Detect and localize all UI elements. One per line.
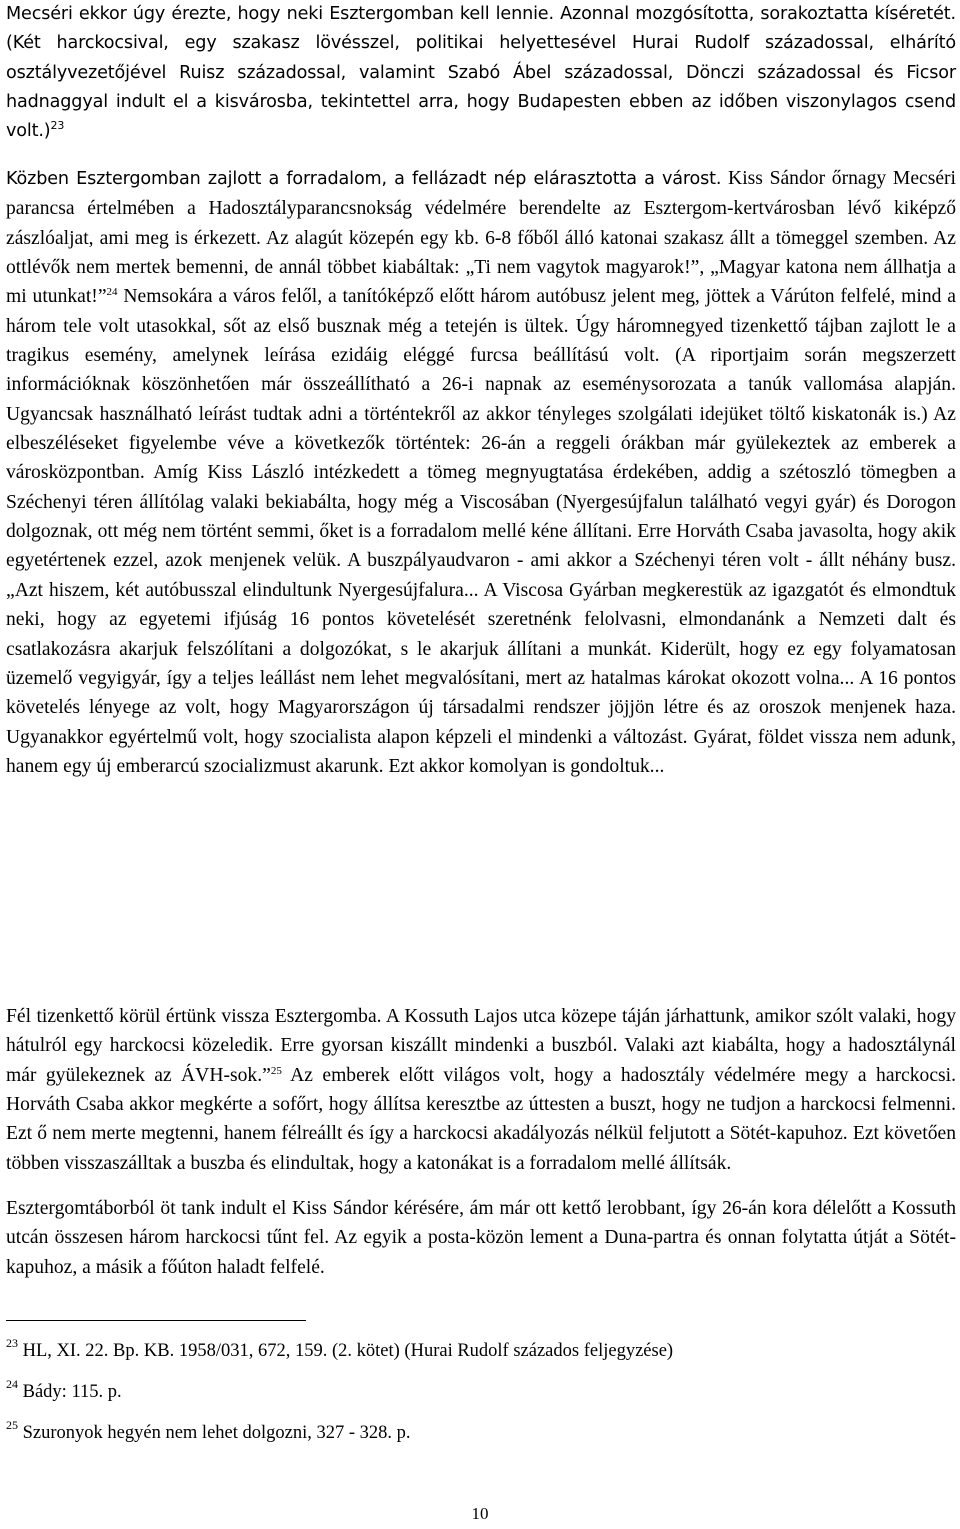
paragraph-text: Mecséri ekkor úgy érezte, hogy neki Esztergomban kell lennie. Azonnal mozgósította, sorakoztatta kíséretét. (Két harckocsival, egy szakasz lövésszel, politikai helyettesével Hurai Rudolf századossal, elhárító osztályvezetőjével Ruisz századossal, valamint Szabó Ábel századossal, Dönczi századossal és Ficsor hadnaggyal indult el a kisvárosba, tekintettel arra, hogy Budapesten ebben az időben viszonylagos csend volt.) [6, 4, 956, 142]
footnote-ref-25[interactable]: 25 [270, 1064, 282, 1077]
paragraph-tanks [6, 1194, 956, 1282]
page-number: 10 [471, 1504, 489, 1523]
footnote-text: HL, XI. 22. Bp. KB. 1958/031, 672, 159. (2. kötet) (Hurai Rudolf százados feljegyzése) [22, 1341, 674, 1361]
footnote-number: 25 [6, 1418, 18, 1432]
paragraph-revolution-esztergom [6, 164, 956, 781]
footnote-ref-23[interactable]: 23 [50, 119, 65, 133]
footnote-item [6, 1338, 956, 1364]
footnote-number: 23 [6, 1336, 18, 1350]
footnote-text: Bády: 115. p. [22, 1382, 122, 1402]
paragraph-text-continued: Nemsokára a város felől, a tanítóképző előtt három autóbusz jelent meg, jöttek a Várúton felfelé, mind a három tele volt utasokkal, sőt az első busznak még a tetején is ültek. Úgy háromnegyed tizenkettő tájban zajlott le a tragikus esemény, amelynek leírása ezidáig eléggé furcsa beállítású volt. (A riportjaim során megszerzett információknak köszönhetően már összeállítható a 26-i napnak az eseménysorozata a tanúk vallomása alapján. Ugyancsak használható leírást tudtak adni a történtekről az akkor tényleges szolgálati idejüket töltő kiskatonák is.) Az elbeszéléseket figyelembe véve a következők történtek: 26-án a reggeli órákban már gyülekeztek az emberek a városközpontban. Amíg Kiss László intézkedett a tömeg megnyugtatása érdekében, addig a szétoszló tömegben a Széchenyi téren állítólag valaki bekiabálta, hogy még a Viscosában (Nyergesújfalun található vegyi gyár) és Dorogon dolgoznak, ott még nem történt semmi, őket is a forradalom mellé kéne állítani. Erre Horváth Csaba javasolta, hogy akik egyetértenek ezzel, azok menjenek velük. A buszpályaudvaron - ami akkor a Széchenyi téren volt - állt néhány busz. „Azt hiszem, két autóbusszal elindultunk Nyergesújfalura... A Viscosa Gyárban megkerestük az igazgatót és elmondtuk neki, hogy az egyetemi ifjúság 16 pontos követelését szeretnénk felolvasni, elmondanánk a Nemzeti dalt és csatlakozásra akarjuk felszólítani a dolgozókat, s le akarjuk állítani a munkát. Kiderült, hogy ez egy folyamatosan üzemelő vegyigyár, így a teljes leállást nem lehet megvalósítani, mert az hatalmas károkat okozott volna... A 16 pontos követelés lényege az volt, hogy Magyarországon új társadalmi rendszer jöjjön létre és az oroszok menjenek haza. Ugyanakkor egyértelmű volt, hogy szocialista alapon képzeli el mindenki a változást. Gyárat, földet vissza nem adunk, hanem egy új emberarcú szocializmust akarunk. Ezt akkor komolyan is gondoltuk... [6, 286, 957, 777]
footnote-divider [6, 1320, 306, 1321]
paragraph-mecseri-arrival [6, 0, 956, 147]
footnote-ref-24[interactable]: 24 [106, 286, 118, 299]
paragraph-lead-sentence: Közben Esztergomban zajlott a forradalom, a fellázadt nép elárasztotta a várost. [6, 169, 722, 189]
paragraph-text-continued: Az emberek előtt világos volt, hogy a hadosztály védelmére megy a harckocsi. Horváth Csaba akkor megkérte a sofőrt, hogy állítsa keresztbe az úttesten a buszt, hogy ne tudjon a harckocsi felmenni. Ezt ő nem merte megtenni, hanem félreállt és így a harckocsi akadályozás nélkül feljutott a Sötét-kapuhoz. Ezt követően többen visszaszálltak a buszba és elindultak, hogy a katonákat is a forradalom mellé állítsák. [6, 1064, 956, 1174]
footnote-item [6, 1379, 956, 1405]
paragraph-text: Esztergomtáborból öt tank indult el Kiss Sándor kérésére, ám már ott kettő lerobbant, így 26-án kora délelőtt a Kossuth utcán összesen három harckocsi tűnt fel. Az egyik a posta-közön lement a Duna-partra és onnan folytatta útját a Sötét-kapuhoz, a másik a főúton haladt felfelé. [6, 1198, 956, 1278]
paragraph-text: Fél tizenkettő körül értünk vissza Esztergomba. A Kossuth Lajos utca közepe táján járhattunk, amikor szólt valaki, hogy hátulról egy harckocsi közeledik. Erre gyorsan kiszállt mindenki a buszból. Valaki azt kiabálta, hogy a hadosztálynál már gyülekeznek az ÁVH-sok.” [6, 1006, 956, 1086]
footnote-text: Szuronyok hegyén nem lehet dolgozni, 327 - 328. p. [22, 1423, 411, 1443]
footnote-number: 24 [6, 1377, 18, 1391]
paragraph-return-esztergom [6, 1002, 956, 1178]
paragraph-text: Kiss Sándor őrnagy Mecséri parancsa értelmében a Hadosztályparancsnokság védelmére berendelte az Esztergom-kertvárosban lévő kiképző zászlóaljat, ami meg is érkezett. Az alagút közepén egy kb. 6-8 főből álló katonai szakasz állt a tömeggel szemben. Az ottlévők nem mertek bemenni, de annál többet kiabáltak: „Ti nem vagytok magyarok!”, „Magyar katona nem állhatja a mi utunkat!” [6, 168, 956, 308]
footnotes-section [6, 1338, 956, 1461]
footnote-item [6, 1420, 956, 1446]
